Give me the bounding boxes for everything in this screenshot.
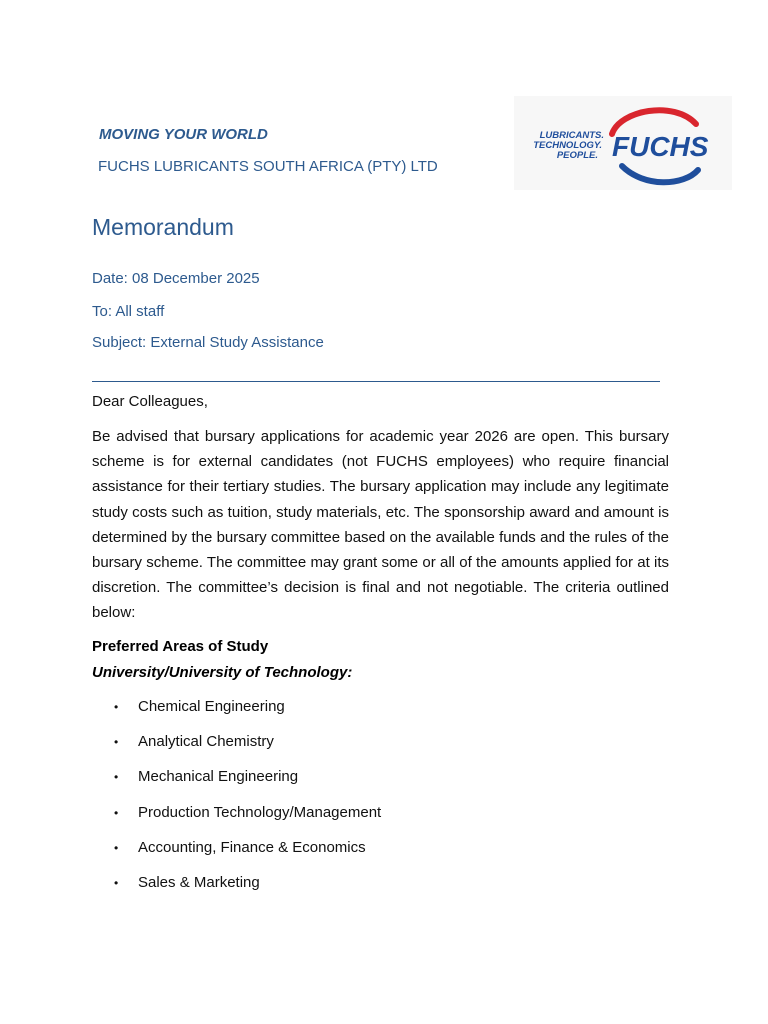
bullet: • <box>114 805 119 820</box>
memo-recipient: To: All staff <box>92 303 165 320</box>
memo-title: Memorandum <box>92 214 234 240</box>
study-subheading: University/University of Technology: <box>92 664 353 681</box>
list-item-text: Chemical Engineering <box>138 698 285 715</box>
salutation: Dear Colleagues, <box>92 393 208 410</box>
logo-wordmark: FUCHS <box>612 131 709 162</box>
logo-swoosh-bottom <box>622 166 698 182</box>
tagline: MOVING YOUR WORLD <box>99 126 268 143</box>
memo-date: Date: 08 December 2025 <box>92 270 260 287</box>
header-divider <box>92 381 660 382</box>
bullet: • <box>114 840 119 855</box>
list-item-text: Production Technology/Management <box>138 803 382 821</box>
body-paragraph: Be advised that bursary applications for academic year 2026 are open. This bursary scheme is for external candidates (not FUCHS employees) who require financial assistance for their tertiary studies. The bursary application may include any legitimate study costs such as tuition, study materials, etc. The sponsorship award and amount is determined by the bursary committee based on the available funds and the rules of the bursary scheme. The committee may grant some or all of the amounts applied for at its discretion. The committee’s decision is final and not negotiable. The criteria outlined below: <box>92 428 669 622</box>
list-item-text: Sales & Marketing <box>138 873 260 891</box>
company-name: FUCHS LUBRICANTS SOUTH AFRICA (PTY) LTD <box>98 158 438 175</box>
bullet: • <box>114 735 119 750</box>
bullet: • <box>114 770 119 785</box>
bullet: • <box>114 875 119 890</box>
list-item-text: Accounting, Finance & Economics <box>138 838 366 856</box>
fuchs-logo <box>514 96 732 190</box>
logo-line-2: TECHNOLOGY. <box>533 140 602 151</box>
bullet: • <box>114 700 119 714</box>
list-item-text: Mechanical Engineering <box>138 768 299 786</box>
logo-line-3: PEOPLE. <box>556 150 598 161</box>
list-item-text: Analytical Chemistry <box>138 733 274 751</box>
memo-subject: Subject: External Study Assistance <box>92 334 324 351</box>
logo-line-1: LUBRICANTS. <box>539 130 604 141</box>
fuchs-logo-graphic <box>514 96 732 190</box>
study-heading: Preferred Areas of Study <box>92 638 269 655</box>
